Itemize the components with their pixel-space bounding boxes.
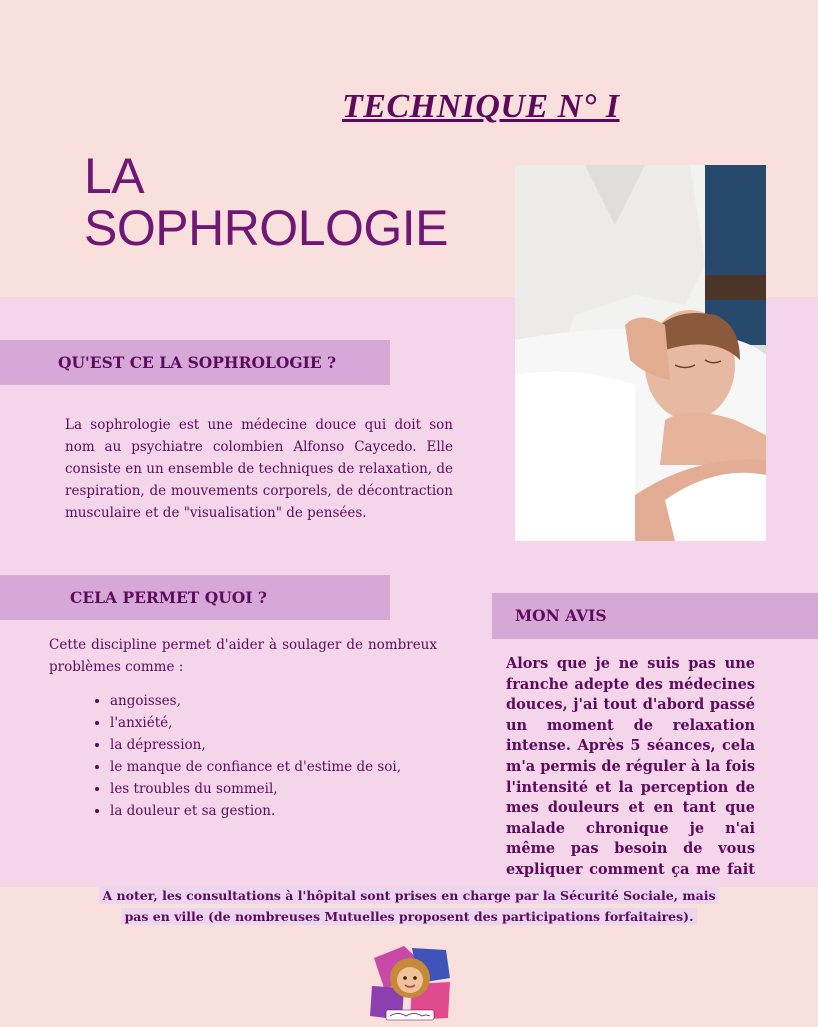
list-item: • la douleur et sa gestion. xyxy=(110,800,401,822)
page-title xyxy=(84,150,448,254)
section-heading-what-is: QU'EST CE LA SOPHROLOGIE ? xyxy=(0,340,390,385)
footnote xyxy=(0,885,818,927)
technique-heading: TECHNIQUE N° I xyxy=(342,88,620,125)
title-line-1: LA xyxy=(84,148,145,204)
list-item: • l'anxiété, xyxy=(110,712,401,734)
list-item: • les troubles du sommeil, xyxy=(110,778,401,800)
title-line-2: SOPHROLOGIE xyxy=(84,200,449,256)
section-heading-opinion: MON AVIS xyxy=(492,593,818,639)
section-heading-benefits: CELA PERMET QUOI ? xyxy=(0,575,390,620)
list-item: • le manque de confiance et d'estime de soi, xyxy=(110,756,401,778)
list-item: • angoisses, xyxy=(110,690,401,712)
section-text-benefits-intro: Cette discipline permet d'aider à soulager de nombreux problèmes comme : xyxy=(49,637,437,675)
benefits-list xyxy=(90,690,401,822)
section-text-what-is: La sophrologie est une médecine douce qui doit son nom au psychiatre colombien Alfonso Caycedo. Elle consiste en un ensemble de techniques de relaxation, de respiration, de mouvements corporels, de décontraction musculaire et de "visualisation" de pensées. xyxy=(65,417,453,521)
massage-photo xyxy=(515,165,766,541)
footnote-line-2: pas en ville (de nombreuses Mutuelles proposent des participations forfaitaires). xyxy=(121,908,698,925)
list-item: • la dépression, xyxy=(110,734,401,756)
puzzle-avatar-logo xyxy=(364,938,456,1023)
footnote-line-1: A noter, les consultations à l'hôpital sont prises en charge par la Sécurité Sociale, mais xyxy=(99,887,720,904)
section-text-opinion: Alors que je ne suis pas une franche adepte des médecines douces, j'ai tout d'abord passé un moment de relaxation intense. Après 5 séances, cela m'a permis de réguler à la fois l'intensité et la perception de mes douleurs et en tant que malade chronique je n'ai même pas besoin de vous expliquer comment ça me fait xyxy=(506,655,755,878)
